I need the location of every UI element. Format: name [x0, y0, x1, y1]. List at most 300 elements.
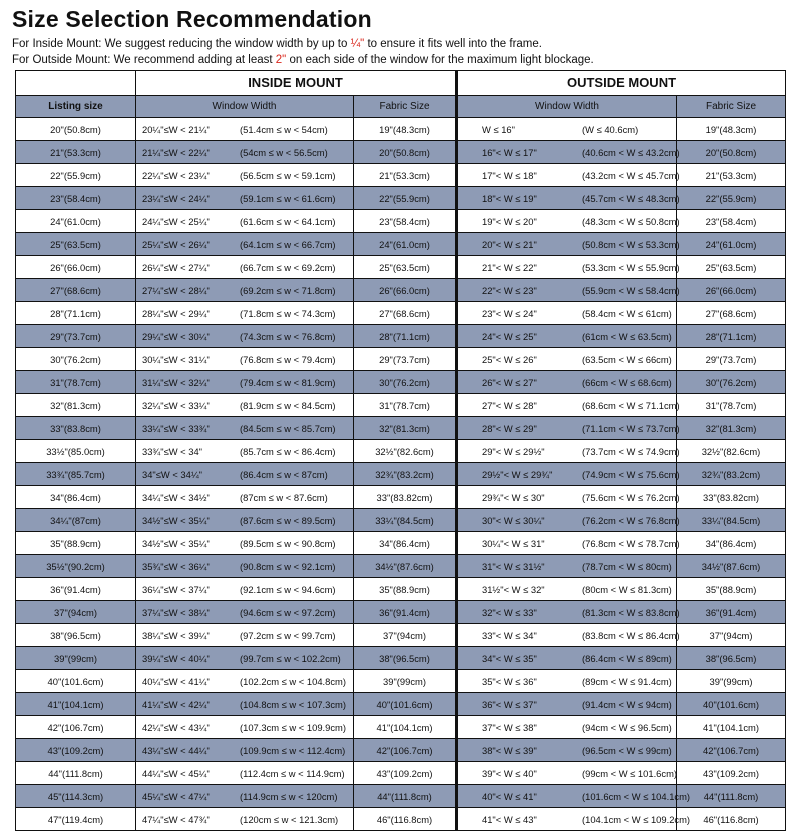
- inside-width-inches: 41¼"≤W < 42¼": [142, 698, 210, 710]
- outside-window-width-cell: [457, 440, 680, 463]
- listing-size-cell: 41"(104.1cm): [16, 693, 136, 716]
- table-row: [16, 233, 786, 256]
- inside-window-width-cell: [136, 716, 354, 739]
- inside-width-inches: 20¼"≤W < 21¼": [142, 123, 210, 135]
- inside-window-width-cell: [136, 601, 354, 624]
- outside-mount-header: OUTSIDE MOUNT: [457, 71, 786, 96]
- outside-width-cm: (40.6cm < W ≤ 43.2cm): [582, 146, 680, 158]
- inside-fabric-size-cell: 29"(73.7cm): [354, 348, 457, 371]
- listing-size-cell: 44"(111.8cm): [16, 762, 136, 785]
- listing-size-cell: 20"(50.8cm): [16, 118, 136, 141]
- inside-fabric-size-cell: 21"(53.3cm): [354, 164, 457, 187]
- table-row: [16, 716, 786, 739]
- outside-fabric-size-cell: 33¼"(84.5cm): [677, 509, 786, 532]
- inside-width-cm: (92.1cm ≤ w < 94.6cm): [240, 583, 336, 595]
- outside-width-cm: (68.6cm < W ≤ 71.1cm): [582, 399, 680, 411]
- listing-size-cell: 22"(55.9cm): [16, 164, 136, 187]
- outside-width-inches: 29½"< W ≤ 29¾": [482, 468, 553, 480]
- inside-width-cm: (69.2cm ≤ w < 71.8cm): [240, 284, 336, 296]
- outside-window-width-cell: [457, 785, 691, 808]
- table-row: [16, 417, 786, 440]
- outside-fabric-size-cell: 20"(50.8cm): [677, 141, 786, 164]
- listing-size-cell: 33"(83.8cm): [16, 417, 136, 440]
- inside-fabric-size-cell: 36"(91.4cm): [354, 601, 457, 624]
- inside-width-inches: 23¼"≤W < 24¼": [142, 192, 210, 204]
- outside-width-cm: (104.1cm < W ≤ 109.2cm): [582, 813, 691, 825]
- inside-window-width-cell: [136, 532, 354, 555]
- inside-window-width-cell: [136, 279, 354, 302]
- outside-window-width-cell: [457, 141, 680, 164]
- inside-width-cm: (87.6cm ≤ w < 89.5cm): [240, 514, 336, 526]
- outside-width-cm: (71.1cm < W ≤ 73.7cm): [582, 422, 680, 434]
- outside-fabric-size-cell: 22"(55.9cm): [677, 187, 786, 210]
- outside-window-width-cell: [457, 325, 677, 348]
- outside-width-cm: (91.4cm < W ≤ 94cm): [582, 698, 672, 710]
- listing-size-cell: 34"(86.4cm): [16, 486, 136, 509]
- inside-note-prefix: For Inside Mount: We suggest reducing the window width by up to: [12, 38, 351, 50]
- inside-width-inches: 40¼"≤W < 41¼": [142, 675, 210, 687]
- listing-size-cell: 35½"(90.2cm): [16, 555, 136, 578]
- listing-size-header: Listing size: [16, 96, 136, 118]
- outside-width-cm: (76.2cm < W ≤ 76.8cm): [582, 514, 680, 526]
- outside-width-inches: 39"< W ≤ 40": [482, 767, 537, 779]
- inside-width-inches: 44¼"≤W < 45¼": [142, 767, 210, 779]
- outside-window-width-cell: [457, 509, 680, 532]
- inside-fabric-size-cell: 34½"(87.6cm): [354, 555, 457, 578]
- inside-width-inches: 33¾"≤W < 34": [142, 445, 203, 457]
- outside-note-suffix: on each side of the window for the maximum light blockage.: [286, 54, 594, 66]
- inside-window-width-cell: [136, 762, 354, 785]
- outside-fabric-size-cell: 21"(53.3cm): [677, 164, 786, 187]
- outside-width-cm: (53.3cm < W ≤ 55.9cm): [582, 261, 680, 273]
- inside-width-cm: (99.7cm ≤ w < 102.2cm): [240, 652, 341, 664]
- inside-width-cm: (81.9cm ≤ w < 84.5cm): [240, 399, 336, 411]
- inside-window-width-cell: [136, 118, 354, 141]
- inside-width-inches: 34¼"≤W < 34½": [142, 491, 210, 503]
- table-row: [16, 670, 786, 693]
- outside-window-width-cell: [457, 279, 680, 302]
- outside-width-cm: (81.3cm < W ≤ 83.8cm): [582, 606, 680, 618]
- table-row: [16, 141, 786, 164]
- table-row: [16, 762, 786, 785]
- listing-size-cell: 43"(109.2cm): [16, 739, 136, 762]
- inside-width-inches: 27¼"≤W < 28¼": [142, 284, 210, 296]
- outside-width-cm: (48.3cm < W ≤ 50.8cm): [582, 215, 680, 227]
- outside-width-inches: 31"< W ≤ 31½": [482, 560, 545, 572]
- listing-size-cell: 27"(68.6cm): [16, 279, 136, 302]
- outside-width-inches: 16"< W ≤ 17": [482, 146, 537, 158]
- outside-width-inches: 36"< W ≤ 37": [482, 698, 537, 710]
- table-row: [16, 693, 786, 716]
- inside-fabric-size-cell: 25"(63.5cm): [354, 256, 457, 279]
- outside-fabric-size-cell: 32"(81.3cm): [677, 417, 786, 440]
- listing-size-cell: 29"(73.7cm): [16, 325, 136, 348]
- table-row: [16, 555, 786, 578]
- outside-window-width-cell: [457, 348, 677, 371]
- inside-fabric-size-cell: 34"(86.4cm): [354, 532, 457, 555]
- listing-size-cell: 21"(53.3cm): [16, 141, 136, 164]
- outside-fabric-size-cell: 32½"(82.6cm): [677, 440, 786, 463]
- table-row: [16, 463, 786, 486]
- table-row: [16, 210, 786, 233]
- inside-fabric-size-header: Fabric Size: [354, 96, 457, 118]
- outside-fabric-size-cell: 25"(63.5cm): [677, 256, 786, 279]
- inside-window-width-cell: [136, 463, 354, 486]
- inside-window-width-cell: [136, 509, 354, 532]
- inside-width-cm: (56.5cm ≤ w < 59.1cm): [240, 169, 336, 181]
- outside-width-cm: (76.8cm < W ≤ 78.7cm): [582, 537, 680, 549]
- inside-width-inches: 34½"≤W < 35¼": [142, 514, 210, 526]
- outside-width-cm: (78.7cm < W ≤ 80cm): [582, 560, 672, 572]
- outside-width-inches: 26"< W ≤ 27": [482, 376, 537, 388]
- inside-fabric-size-cell: 41"(104.1cm): [354, 716, 457, 739]
- inside-fabric-size-cell: 31"(78.7cm): [354, 394, 457, 417]
- inside-width-cm: (54cm ≤ w < 56.5cm): [240, 146, 328, 158]
- inside-window-width-cell: [136, 187, 354, 210]
- outside-width-cm: (55.9cm < W ≤ 58.4cm): [582, 284, 680, 296]
- inside-window-width-header: Window Width: [136, 96, 354, 118]
- inside-width-inches: 24¼"≤W < 25¼": [142, 215, 210, 227]
- inside-width-cm: (86.4cm ≤ w < 87cm): [240, 468, 328, 480]
- outside-fabric-size-cell: 34½"(87.6cm): [677, 555, 786, 578]
- outside-width-cm: (80cm < W ≤ 81.3cm): [582, 583, 672, 595]
- inside-fabric-size-cell: 42"(106.7cm): [354, 739, 457, 762]
- listing-size-cell: 33½"(85.0cm): [16, 440, 136, 463]
- inside-width-cm: (61.6cm ≤ w < 64.1cm): [240, 215, 336, 227]
- outside-width-cm: (99cm < W ≤ 101.6cm): [582, 767, 678, 779]
- inside-fabric-size-cell: 33¼"(84.5cm): [354, 509, 457, 532]
- inside-window-width-cell: [136, 578, 354, 601]
- outside-width-inches: 28"< W ≤ 29": [482, 422, 537, 434]
- inside-width-cm: (59.1cm ≤ w < 61.6cm): [240, 192, 336, 204]
- outside-window-width-cell: [457, 601, 680, 624]
- outside-fabric-size-cell: 36"(91.4cm): [677, 601, 786, 624]
- inside-width-cm: (120cm ≤ w < 121.3cm): [240, 813, 339, 825]
- inside-fabric-size-cell: 32½"(82.6cm): [354, 440, 457, 463]
- outside-width-cm: (86.4cm < W ≤ 89cm): [582, 652, 672, 664]
- column-header-row: [16, 96, 786, 118]
- inside-width-inches: 32¼"≤W < 33¼": [142, 399, 210, 411]
- inside-fabric-size-cell: 26"(66.0cm): [354, 279, 457, 302]
- outside-width-inches: 25"< W ≤ 26": [482, 353, 537, 365]
- inside-fabric-size-cell: 20"(50.8cm): [354, 141, 457, 164]
- outside-width-inches: 27"< W ≤ 28": [482, 399, 537, 411]
- inside-fabric-size-cell: 35"(88.9cm): [354, 578, 457, 601]
- outside-fabric-size-cell: 40"(101.6cm): [677, 693, 786, 716]
- outside-width-inches: 31½"< W ≤ 32": [482, 583, 545, 595]
- outside-width-cm: (66cm < W ≤ 68.6cm): [582, 376, 672, 388]
- outside-fabric-size-cell: 33"(83.82cm): [677, 486, 786, 509]
- table-row: [16, 440, 786, 463]
- table-row: [16, 325, 786, 348]
- outside-mount-note: [12, 54, 594, 66]
- outside-window-width-cell: [457, 739, 677, 762]
- outside-width-cm: (43.2cm < W ≤ 45.7cm): [582, 169, 680, 181]
- inside-fabric-size-cell: 39"(99cm): [354, 670, 457, 693]
- outside-width-inches: 21"< W ≤ 22": [482, 261, 537, 273]
- table-row: [16, 647, 786, 670]
- table-row: [16, 256, 786, 279]
- outside-width-cm: (96.5cm < W ≤ 99cm): [582, 744, 672, 756]
- inside-note-suffix: to ensure it fits well into the frame.: [364, 38, 542, 50]
- table-row: [16, 371, 786, 394]
- inside-width-inches: 38¼"≤W < 39¼": [142, 629, 210, 641]
- listing-size-cell: 34¼"(87cm): [16, 509, 136, 532]
- listing-size-cell: 28"(71.1cm): [16, 302, 136, 325]
- outside-window-width-cell: [457, 762, 677, 785]
- inside-fabric-size-cell: 28"(71.1cm): [354, 325, 457, 348]
- outside-width-inches: 30"< W ≤ 30¼": [482, 514, 545, 526]
- inside-window-width-cell: [136, 647, 354, 670]
- inside-width-inches: 33¼"≤W < 33¾": [142, 422, 210, 434]
- outside-width-inches: 19"< W ≤ 20": [482, 215, 537, 227]
- inside-width-inches: 39¼"≤W < 40¼": [142, 652, 210, 664]
- outside-width-cm: (75.6cm < W ≤ 76.2cm): [582, 491, 680, 503]
- outside-window-width-cell: [457, 256, 680, 279]
- outside-width-cm: (94cm < W ≤ 96.5cm): [582, 721, 672, 733]
- outside-width-cm: (101.6cm < W ≤ 104.1cm): [582, 790, 691, 802]
- outside-fabric-size-cell: 26"(66.0cm): [677, 279, 786, 302]
- inside-width-cm: (89.5cm ≤ w < 90.8cm): [240, 537, 336, 549]
- listing-size-cell: 47"(119.4cm): [16, 808, 136, 831]
- table-row: [16, 118, 786, 141]
- inside-window-width-cell: [136, 371, 354, 394]
- inside-width-inches: 36¼"≤W < 37¼": [142, 583, 210, 595]
- table-row: [16, 302, 786, 325]
- inside-fabric-size-cell: 22"(55.9cm): [354, 187, 457, 210]
- inside-window-width-cell: [136, 440, 354, 463]
- listing-size-cell: 39"(99cm): [16, 647, 136, 670]
- inside-width-inches: 45¼"≤W < 47¼": [142, 790, 210, 802]
- outside-width-inches: 40"< W ≤ 41": [482, 790, 537, 802]
- outside-fabric-size-cell: 46"(116.8cm): [677, 808, 786, 831]
- table-row: [16, 509, 786, 532]
- outside-note-prefix: For Outside Mount: We recommend adding at least: [12, 54, 276, 66]
- inside-window-width-cell: [136, 141, 354, 164]
- outside-width-cm: (58.4cm < W ≤ 61cm): [582, 307, 672, 319]
- listing-size-cell: 45"(114.3cm): [16, 785, 136, 808]
- table-row: [16, 785, 786, 808]
- inside-width-inches: 47¼"≤W < 47¾": [142, 813, 210, 825]
- inside-width-cm: (74.3cm ≤ w < 76.8cm): [240, 330, 336, 342]
- inside-width-inches: 34½"≤W < 35¼": [142, 537, 210, 549]
- inside-width-cm: (87cm ≤ w < 87.6cm): [240, 491, 328, 503]
- inside-width-cm: (84.5cm ≤ w < 85.7cm): [240, 422, 336, 434]
- outside-width-cm: (61cm < W ≤ 63.5cm): [582, 330, 672, 342]
- outside-window-width-cell: [457, 302, 677, 325]
- inside-width-cm: (90.8cm ≤ w < 92.1cm): [240, 560, 336, 572]
- table-row: [16, 739, 786, 762]
- outside-width-cm: (45.7cm < W ≤ 48.3cm): [582, 192, 680, 204]
- table-row: [16, 279, 786, 302]
- outside-window-width-cell: [457, 532, 680, 555]
- outside-fabric-size-cell: 23"(58.4cm): [677, 210, 786, 233]
- table-row: [16, 624, 786, 647]
- listing-size-cell: 38"(96.5cm): [16, 624, 136, 647]
- inside-width-inches: 25¼"≤W < 26¼": [142, 238, 210, 250]
- outside-width-inches: 34"< W ≤ 35": [482, 652, 537, 664]
- size-table-body: [16, 118, 786, 831]
- inside-window-width-cell: [136, 555, 354, 578]
- outside-window-width-cell: [457, 670, 677, 693]
- table-row: [16, 394, 786, 417]
- inside-width-inches: 31¼"≤W < 32¼": [142, 376, 210, 388]
- outside-fabric-size-cell: 37"(94cm): [677, 624, 786, 647]
- inside-mount-note: [12, 38, 542, 50]
- outside-width-inches: 20"< W ≤ 21": [482, 238, 537, 250]
- outside-fabric-size-cell: 28"(71.1cm): [677, 325, 786, 348]
- outside-fabric-size-cell: 39"(99cm): [677, 670, 786, 693]
- inside-width-cm: (114.9cm ≤ w < 120cm): [240, 790, 338, 802]
- outside-fabric-size-cell: 31"(78.7cm): [677, 394, 786, 417]
- inside-fabric-size-cell: 43"(109.2cm): [354, 762, 457, 785]
- outside-window-width-cell: [457, 624, 680, 647]
- outside-fabric-size-cell: 29"(73.7cm): [677, 348, 786, 371]
- inside-width-inches: 30¼"≤W < 31¼": [142, 353, 210, 365]
- inside-window-width-cell: [136, 233, 354, 256]
- outside-width-inches: 33"< W ≤ 34": [482, 629, 537, 641]
- outside-width-inches: 38"< W ≤ 39": [482, 744, 537, 756]
- table-row: [16, 808, 786, 831]
- inside-width-cm: (76.8cm ≤ w < 79.4cm): [240, 353, 336, 365]
- inside-fabric-size-cell: 44"(111.8cm): [354, 785, 457, 808]
- inside-width-cm: (102.2cm ≤ w < 104.8cm): [240, 675, 346, 687]
- listing-size-cell: 30"(76.2cm): [16, 348, 136, 371]
- outside-width-inches: 22"< W ≤ 23": [482, 284, 537, 296]
- outside-window-width-cell: [457, 164, 680, 187]
- outside-window-width-cell: [457, 118, 677, 141]
- outside-width-inches: 41"< W ≤ 43": [482, 813, 537, 825]
- inside-width-inches: 43¼"≤W < 44¼": [142, 744, 210, 756]
- outside-window-width-cell: [457, 371, 677, 394]
- outside-width-inches: 24"< W ≤ 25": [482, 330, 537, 342]
- table-row: [16, 578, 786, 601]
- inside-width-cm: (109.9cm ≤ w < 112.4cm): [240, 744, 346, 756]
- inside-width-cm: (104.8cm ≤ w < 107.3cm): [240, 698, 346, 710]
- inside-window-width-cell: [136, 670, 354, 693]
- listing-size-cell: 37"(94cm): [16, 601, 136, 624]
- inside-fabric-size-cell: 40"(101.6cm): [354, 693, 457, 716]
- inside-width-inches: 34"≤W < 34¼": [142, 468, 203, 480]
- outside-width-cm: (74.9cm < W ≤ 75.6cm): [582, 468, 680, 480]
- listing-size-cell: 24"(61.0cm): [16, 210, 136, 233]
- table-row: [16, 486, 786, 509]
- inside-window-width-cell: [136, 210, 354, 233]
- outside-width-inches: 23"< W ≤ 24": [482, 307, 537, 319]
- inside-width-cm: (66.7cm ≤ w < 69.2cm): [240, 261, 336, 273]
- inside-window-width-cell: [136, 256, 354, 279]
- inside-width-inches: 21¼"≤W < 22¼": [142, 146, 210, 158]
- listing-size-cell: 25"(63.5cm): [16, 233, 136, 256]
- inside-fabric-size-cell: 46"(116.8cm): [354, 808, 457, 831]
- listing-size-cell: 42"(106.7cm): [16, 716, 136, 739]
- outside-window-width-cell: [457, 555, 677, 578]
- outside-window-width-header: Window Width: [457, 96, 677, 118]
- outside-window-width-cell: [457, 210, 680, 233]
- listing-size-cell: 31"(78.7cm): [16, 371, 136, 394]
- outside-window-width-cell: [457, 394, 680, 417]
- outside-width-inches: 37"< W ≤ 38": [482, 721, 537, 733]
- outside-width-inches: 29"< W ≤ 29½": [482, 445, 545, 457]
- outside-fabric-size-cell: 42"(106.7cm): [677, 739, 786, 762]
- outside-fabric-size-cell: 24"(61.0cm): [677, 233, 786, 256]
- header-blank: [16, 71, 136, 96]
- outside-width-cm: (W ≤ 40.6cm): [582, 123, 639, 135]
- inside-window-width-cell: [136, 486, 354, 509]
- inside-width-cm: (71.8cm ≤ w < 74.3cm): [240, 307, 336, 319]
- inside-window-width-cell: [136, 394, 354, 417]
- outside-fabric-size-cell: 41"(104.1cm): [677, 716, 786, 739]
- outside-window-width-cell: [457, 187, 680, 210]
- inside-width-cm: (94.6cm ≤ w < 97.2cm): [240, 606, 336, 618]
- listing-size-cell: 40"(101.6cm): [16, 670, 136, 693]
- outside-width-cm: (73.7cm < W ≤ 74.9cm): [582, 445, 680, 457]
- outside-width-inches: W ≤ 16": [482, 123, 515, 135]
- inside-width-cm: (97.2cm ≤ w < 99.7cm): [240, 629, 336, 641]
- outside-fabric-size-cell: 38"(96.5cm): [677, 647, 786, 670]
- table-row: [16, 164, 786, 187]
- table-row: [16, 187, 786, 210]
- listing-size-cell: 35"(88.9cm): [16, 532, 136, 555]
- inside-window-width-cell: [136, 302, 354, 325]
- outside-note-value: 2": [275, 54, 287, 66]
- inside-width-inches: 37¼"≤W < 38¼": [142, 606, 210, 618]
- outside-width-cm: (83.8cm < W ≤ 86.4cm): [582, 629, 680, 641]
- inside-width-inches: 22¼"≤W < 23¼": [142, 169, 210, 181]
- inside-width-cm: (79.4cm ≤ w < 81.9cm): [240, 376, 336, 388]
- outside-fabric-size-cell: 35"(88.9cm): [677, 578, 786, 601]
- table-row: [16, 348, 786, 371]
- inside-window-width-cell: [136, 808, 354, 831]
- page-title: Size Selection Recommendation: [12, 6, 372, 32]
- inside-window-width-cell: [136, 325, 354, 348]
- inside-window-width-cell: [136, 739, 354, 762]
- inside-fabric-size-cell: 37"(94cm): [354, 624, 457, 647]
- outside-window-width-cell: [457, 716, 677, 739]
- size-table: [15, 70, 786, 831]
- inside-note-value: ¼": [350, 38, 365, 50]
- outside-width-cm: (50.8cm < W ≤ 53.3cm): [582, 238, 680, 250]
- inside-width-cm: (85.7cm ≤ w < 86.4cm): [240, 445, 336, 457]
- inside-width-inches: 35¾"≤W < 36¼": [142, 560, 210, 572]
- outside-fabric-size-header: Fabric Size: [677, 96, 786, 118]
- outside-width-inches: 18"< W ≤ 19": [482, 192, 537, 204]
- outside-window-width-cell: [457, 463, 680, 486]
- inside-window-width-cell: [136, 693, 354, 716]
- inside-width-inches: 29¼"≤W < 30¼": [142, 330, 210, 342]
- listing-size-cell: 32"(81.3cm): [16, 394, 136, 417]
- listing-size-cell: 33¾"(85.7cm): [16, 463, 136, 486]
- inside-width-cm: (107.3cm ≤ w < 109.9cm): [240, 721, 346, 733]
- inside-window-width-cell: [136, 164, 354, 187]
- outside-window-width-cell: [457, 417, 680, 440]
- inside-fabric-size-cell: 32¾"(83.2cm): [354, 463, 457, 486]
- outside-fabric-size-cell: 32¾"(83.2cm): [677, 463, 786, 486]
- outside-fabric-size-cell: 43"(109.2cm): [677, 762, 786, 785]
- inside-fabric-size-cell: 24"(61.0cm): [354, 233, 457, 256]
- outside-width-inches: 17"< W ≤ 18": [482, 169, 537, 181]
- inside-width-inches: 26¼"≤W < 27¼": [142, 261, 210, 273]
- group-header-row: [16, 71, 786, 96]
- inside-fabric-size-cell: 23"(58.4cm): [354, 210, 457, 233]
- outside-window-width-cell: [457, 808, 691, 831]
- outside-window-width-cell: [457, 486, 680, 509]
- inside-width-inches: 42¼"≤W < 43¼": [142, 721, 210, 733]
- inside-fabric-size-cell: 32"(81.3cm): [354, 417, 457, 440]
- inside-fabric-size-cell: 19"(48.3cm): [354, 118, 457, 141]
- outside-fabric-size-cell: 30"(76.2cm): [677, 371, 786, 394]
- outside-width-cm: (63.5cm < W ≤ 66cm): [582, 353, 672, 365]
